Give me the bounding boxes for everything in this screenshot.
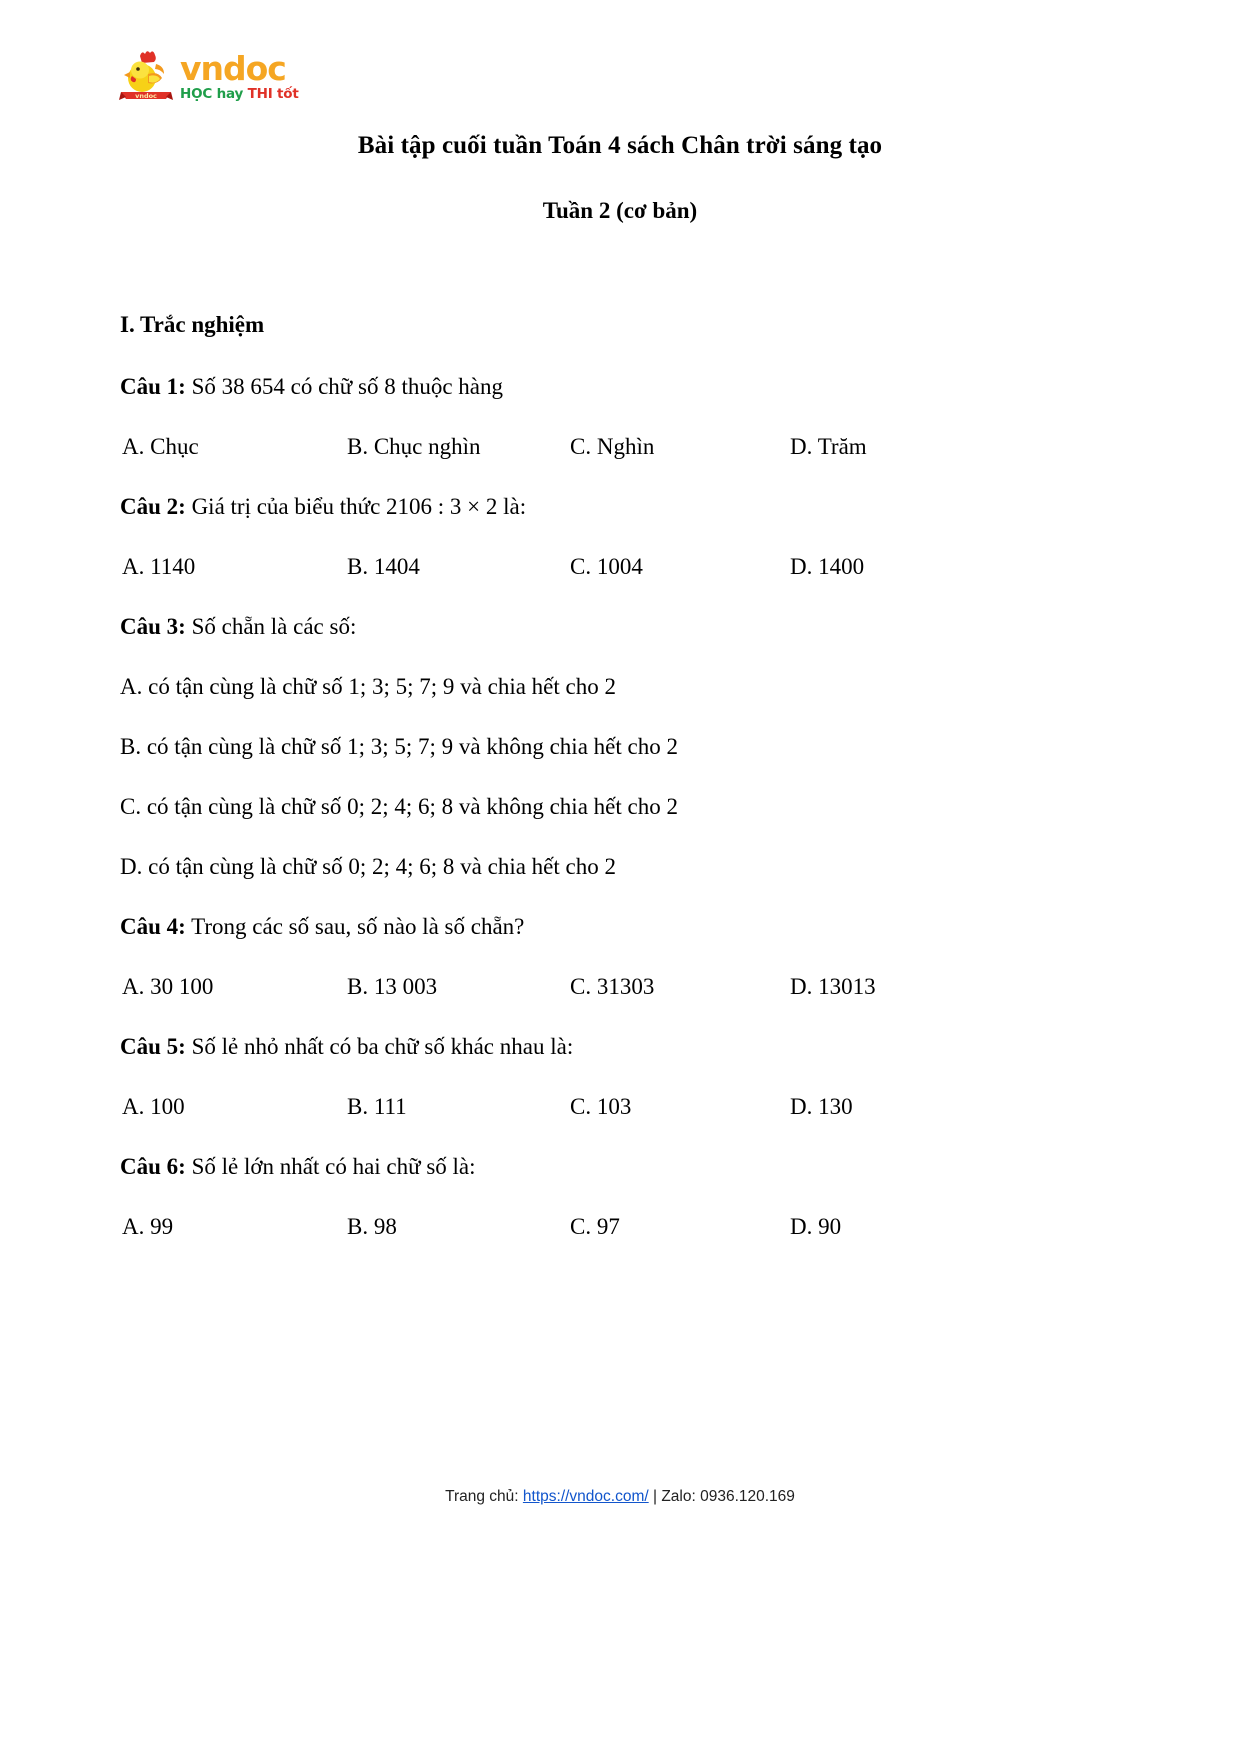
question-3-text: Số chẵn là các số: (185, 614, 357, 639)
question-2-label: Câu 2: (120, 494, 186, 519)
option-c[interactable]: C. Nghìn (570, 434, 655, 459)
question-1-text: Số 38 654 có chữ số 8 thuộc hàng (185, 374, 503, 399)
logo-word: vndoc (180, 49, 286, 88)
question-4-text: Trong các số sau, số nào là số chẵn? (185, 914, 525, 939)
option-b[interactable]: B. 13 003 (347, 974, 438, 999)
section-heading: I. Trắc nghiệm (120, 312, 265, 337)
svg-text:vndoc: vndoc (135, 92, 157, 100)
option-a[interactable]: A. có tận cùng là chữ số 1; 3; 5; 7; 9 và chia hết cho 2 (120, 674, 616, 699)
tagline-hoc: HỌC (180, 86, 213, 102)
option-d[interactable]: D. 13013 (790, 974, 876, 999)
question-5 (120, 1032, 1120, 1062)
option-a[interactable]: A. Chục (122, 434, 199, 459)
option-b[interactable]: B. 98 (347, 1214, 397, 1239)
option-b[interactable]: B. có tận cùng là chữ số 1; 3; 5; 7; 9 và không chia hết cho 2 (120, 734, 678, 759)
question-5-text: Số lẻ nhỏ nhất có ba chữ số khác nhau là: (185, 1034, 574, 1059)
option-c[interactable]: C. có tận cùng là chữ số 0; 2; 4; 6; 8 và không chia hết cho 2 (120, 794, 678, 819)
option-c[interactable]: C. 31303 (570, 974, 655, 999)
document-subtitle: Tuần 2 (cơ bản) (542, 198, 698, 223)
question-4-options (120, 972, 1120, 1002)
vndoc-logo (118, 48, 299, 110)
question-6-text: Số lẻ lớn nhất có hai chữ số là: (185, 1154, 476, 1179)
option-c[interactable]: C. 97 (570, 1214, 620, 1239)
option-a[interactable]: A. 99 (122, 1214, 174, 1239)
document-body (120, 310, 1120, 1272)
question-2-text: Giá trị của biểu thức 2106 : 3 × 2 là: (185, 494, 527, 519)
question-5-label: Câu 5: (120, 1034, 186, 1059)
tagline-thi: THI (247, 86, 273, 102)
option-d[interactable]: D. 1400 (790, 554, 865, 579)
option-b[interactable]: B. Chục nghìn (347, 434, 481, 459)
option-a[interactable]: A. 30 100 (122, 974, 214, 999)
question-6-options (120, 1212, 1120, 1242)
question-2 (120, 492, 1120, 522)
logo-tagline (180, 86, 299, 102)
question-3-label: Câu 3: (120, 614, 186, 639)
logo-wordmark (180, 48, 299, 102)
option-d[interactable]: D. Trăm (790, 434, 867, 459)
option-a[interactable]: A. 100 (122, 1094, 185, 1119)
option-d[interactable]: D. có tận cùng là chữ số 0; 2; 4; 6; 8 và chia hết cho 2 (120, 854, 616, 879)
footer-suffix: | Zalo: 0936.120.169 (648, 1488, 795, 1505)
option-c[interactable]: C. 1004 (570, 554, 643, 579)
question-6-label: Câu 6: (120, 1154, 186, 1179)
question-3 (120, 612, 1120, 642)
tagline-tot: tốt (277, 86, 299, 102)
vndoc-home-link[interactable]: https://vndoc.com/ (522, 1488, 649, 1505)
question-3-options (120, 672, 1120, 882)
document-title: Bài tập cuối tuần Toán 4 sách Chân trời sáng tạo (357, 132, 883, 159)
question-4-label: Câu 4: (120, 914, 186, 939)
footer-prefix: Trang chủ: (445, 1488, 523, 1505)
option-d[interactable]: D. 90 (790, 1214, 842, 1239)
page-footer (0, 1487, 1240, 1507)
question-6 (120, 1152, 1120, 1182)
rooster-mascot-icon (118, 48, 176, 106)
question-1 (120, 372, 1120, 402)
question-4 (120, 912, 1120, 942)
question-1-options (120, 432, 1120, 462)
question-1-label: Câu 1: (120, 374, 186, 399)
option-d[interactable]: D. 130 (790, 1094, 853, 1119)
tagline-hay: hay (216, 86, 244, 102)
option-a[interactable]: A. 1140 (122, 554, 196, 579)
option-b[interactable]: B. 1404 (347, 554, 420, 579)
option-b[interactable]: B. 111 (347, 1094, 407, 1119)
question-5-options (120, 1092, 1120, 1122)
option-c[interactable]: C. 103 (570, 1094, 632, 1119)
question-2-options (120, 552, 1120, 582)
